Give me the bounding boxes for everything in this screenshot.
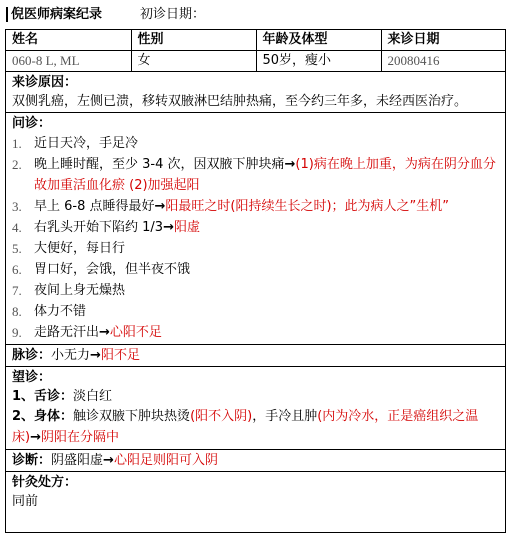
inquiry-item <box>12 217 499 238</box>
inquiry-item-text: 夜间上身无燥热 <box>34 283 126 298</box>
inquiry-section <box>6 113 505 345</box>
observation-section <box>6 367 505 450</box>
treatment-section <box>6 472 505 512</box>
body-text: 触诊双腋下肿块热烫 <box>73 409 191 424</box>
inquiry-item <box>12 238 499 259</box>
body-label: 2、身体： <box>12 409 74 424</box>
inquiry-item-text: 晚上睡时醒，至少 3-4 次，因双腋下肿块痛 <box>34 157 285 172</box>
inquiry-label: 问诊： <box>12 116 52 131</box>
first-visit-date-label: 初诊日期： <box>140 7 206 22</box>
diagnosis-interpretation: 心阳足则阳可入阴 <box>113 453 218 468</box>
diagnosis-section <box>6 450 505 472</box>
value-visit-date: 20080416 <box>381 51 505 72</box>
reason-label: 来诊原因： <box>12 75 78 90</box>
inquiry-item-body <box>34 238 499 259</box>
inquiry-item <box>12 280 499 301</box>
reason-section <box>6 72 505 113</box>
inquiry-item-text: 右乳头开始下陷约 1/3 <box>34 220 164 235</box>
inquiry-item-interpretation: 阳虚 <box>173 220 200 235</box>
inquiry-item <box>12 196 499 217</box>
diagnosis-label: 诊断： <box>12 453 52 468</box>
inquiry-item-number: 8. <box>12 304 22 319</box>
header-name: 姓名 <box>6 30 131 51</box>
arrow-icon: → <box>90 348 101 363</box>
inquiry-item-body <box>34 196 499 217</box>
inquiry-item-text: 体力不错 <box>34 304 87 319</box>
body-note-2: (内为冷水，正是癌组织之温床) <box>12 409 479 445</box>
pulse-line <box>12 346 499 365</box>
inquiry-item-number: 4. <box>12 220 22 235</box>
header-age-build: 年龄及体型 <box>256 30 381 51</box>
inquiry-item-text: 近日天冷，手足冷 <box>34 136 139 151</box>
inquiry-item-body <box>34 133 499 154</box>
inquiry-item <box>12 259 499 280</box>
body-note-3: 阴阳在分隔中 <box>40 430 119 445</box>
body-observation <box>12 406 499 448</box>
inquiry-item-body <box>34 217 499 238</box>
treatment-text: 同前 <box>12 494 39 509</box>
inquiry-list <box>12 133 499 343</box>
record-caption <box>6 6 205 24</box>
inquiry-item-text: 走路无汗出 <box>34 325 100 340</box>
body-text-2: ，手冷且肿 <box>252 409 318 424</box>
inquiry-item-text: 胃口好，会饿，但半夜不饿 <box>34 262 191 277</box>
inquiry-item-text: 大便好，每日行 <box>34 241 126 256</box>
inquiry-item-text: 早上 6-8 点睡得最好 <box>34 199 155 214</box>
inquiry-item-body <box>34 301 499 322</box>
inquiry-item-body <box>34 280 499 301</box>
arrow-icon: → <box>103 453 114 468</box>
header-sex: 性别 <box>131 30 256 51</box>
inquiry-item-number: 9. <box>12 325 22 340</box>
arrow-icon: → <box>163 220 174 235</box>
pulse-text: 小无力 <box>51 348 91 363</box>
inquiry-item <box>12 322 499 343</box>
patient-info-value-row <box>6 51 505 72</box>
inquiry-item-number: 6. <box>12 262 22 277</box>
observation-label: 望诊： <box>12 370 52 385</box>
inquiry-item-interpretation: 阳最旺之时(阳持续生长之时)；此为病人之”生机” <box>165 199 450 214</box>
value-sex: 女 <box>131 51 256 72</box>
inquiry-item-body <box>34 154 499 196</box>
pulse-interpretation: 阳不足 <box>100 348 140 363</box>
diagnosis-line <box>12 451 499 470</box>
tongue-line <box>12 387 499 406</box>
value-name: 060-8 L, ML <box>6 51 131 72</box>
treatment-label: 针灸处方： <box>12 475 78 490</box>
patient-info-table <box>6 30 505 72</box>
tongue-text: 淡白红 <box>73 389 113 404</box>
inquiry-item-number: 5. <box>12 241 22 256</box>
arrow-icon: → <box>30 430 41 445</box>
inquiry-item-number: 2. <box>12 157 22 172</box>
body-note-1: (阳不入阴) <box>190 409 253 424</box>
arrow-icon: → <box>99 325 110 340</box>
pulse-label: 脉诊： <box>12 348 52 363</box>
tongue-label: 1、舌诊： <box>12 389 74 404</box>
inquiry-item <box>12 133 499 154</box>
case-record-table <box>5 29 506 533</box>
inquiry-item-body <box>34 322 499 343</box>
value-age-build: 50岁，瘦小 <box>256 51 381 72</box>
pulse-section <box>6 345 505 367</box>
record-title: 倪医师病案纪录 <box>6 7 102 22</box>
inquiry-item-interpretation: 心阳不足 <box>109 325 162 340</box>
inquiry-item <box>12 154 499 196</box>
header-visit-date: 来诊日期 <box>381 30 505 51</box>
inquiry-item-number: 1. <box>12 136 22 151</box>
inquiry-item-number: 7. <box>12 283 22 298</box>
inquiry-item <box>12 301 499 322</box>
reason-text: 双侧乳癌，左侧已溃，移转双腋淋巴结肿热痛，至今约三年多，未经西医治疗。 <box>12 94 468 109</box>
inquiry-item-body <box>34 259 499 280</box>
inquiry-item-number: 3. <box>12 199 22 214</box>
arrow-icon: → <box>154 199 166 214</box>
diagnosis-text: 阴盛阳虚 <box>51 453 104 468</box>
arrow-icon: → <box>284 157 296 172</box>
inquiry-item-interpretation: (1)病在晚上加重，为病在阴分血分故加重活血化瘀 (2)加强起阳 <box>34 157 496 193</box>
patient-info-header-row <box>6 30 505 51</box>
